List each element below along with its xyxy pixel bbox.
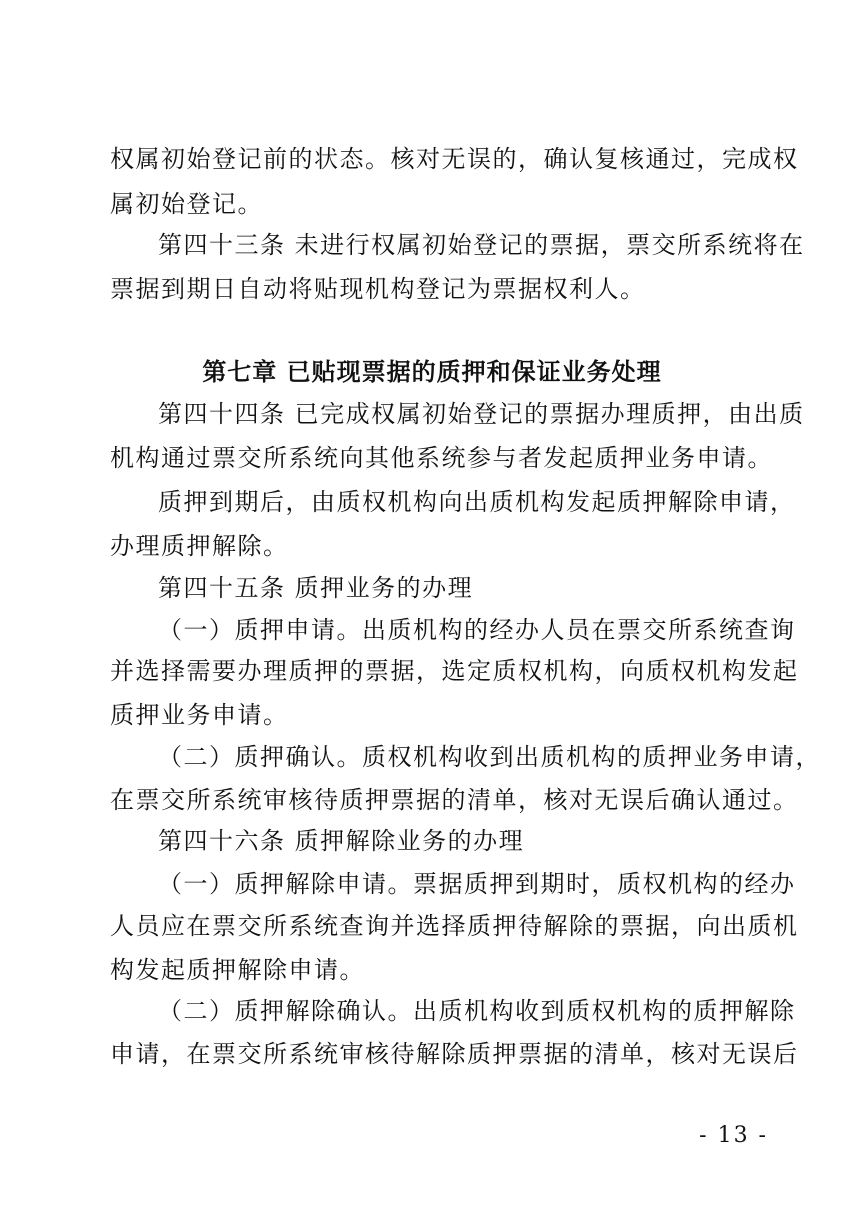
text-line: 权属初始登记前的状态。核对无误的，确认复核通过，完成权 <box>110 145 799 173</box>
article-46-line: 第四十六条 质押解除业务的办理 <box>158 827 525 855</box>
page-number: - 13 - <box>699 1123 768 1148</box>
text-line: 构发起质押解除申请。 <box>110 956 365 984</box>
article-44-line: 第四十四条 已完成权属初始登记的票据办理质押，由出质 <box>158 400 805 428</box>
text-line: 办理质押解除。 <box>110 532 289 560</box>
text-line: 申请，在票交所系统审核待解除质押票据的清单，核对无误后 <box>110 1040 799 1068</box>
text-line: 质押业务申请。 <box>110 701 289 729</box>
text-line: （二）质押解除确认。出质机构收到质权机构的质押解除 <box>158 997 796 1025</box>
text-line: 并选择需要办理质押的票据，选定质权机构，向质权机构发起 <box>110 657 799 685</box>
article-43-line: 第四十三条 未进行权属初始登记的票据，票交所系统将在 <box>158 231 805 259</box>
text-line: （一）质押申请。出质机构的经办人员在票交所系统查询 <box>158 616 796 644</box>
chapter-heading: 第七章 已贴现票据的质押和保证业务处理 <box>202 358 662 386</box>
text-line: 机构通过票交所系统向其他系统参与者发起质押业务申请。 <box>110 444 773 472</box>
article-45-line: 第四十五条 质押业务的办理 <box>158 574 474 602</box>
text-line: 票据到期日自动将贴现机构登记为票据权利人。 <box>110 275 646 303</box>
text-line: 在票交所系统审核待质押票据的清单，核对无误后确认通过。 <box>110 786 799 814</box>
text-line: （二）质押确认。质权机构收到出质机构的质押业务申请， <box>158 743 821 771</box>
text-line: 质押到期后，由质权机构向出质机构发起质押解除申请， <box>158 488 796 516</box>
text-line: 人员应在票交所系统查询并选择质押待解除的票据，向出质机 <box>110 912 799 940</box>
text-line: 属初始登记。 <box>110 190 263 218</box>
text-line: （一）质押解除申请。票据质押到期时，质权机构的经办 <box>158 870 796 898</box>
